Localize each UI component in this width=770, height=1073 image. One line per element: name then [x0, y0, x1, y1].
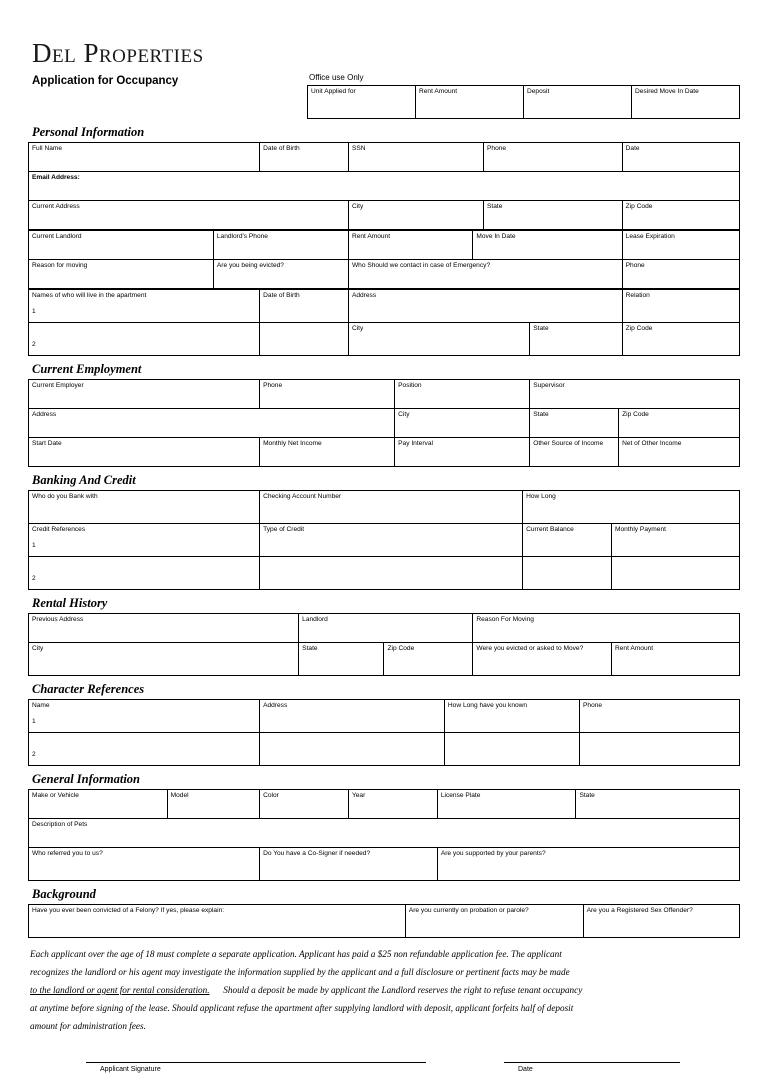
- field-reference-address-2[interactable]: [260, 733, 445, 766]
- table-row: [29, 380, 740, 409]
- field-checking-account-number[interactable]: Checking Account Number: [260, 491, 523, 524]
- table-row: [29, 409, 740, 438]
- office-use-label: Office use Only: [309, 73, 364, 82]
- field-position[interactable]: Position: [395, 380, 530, 409]
- legal-line-3: [30, 982, 738, 1000]
- table-row: [29, 819, 740, 848]
- field-monthly-payment[interactable]: Monthly Payment: [612, 524, 740, 557]
- office-use-table: [307, 85, 740, 119]
- table-row: [29, 491, 740, 524]
- field-previous-city[interactable]: City: [29, 643, 299, 676]
- table-row: [29, 143, 740, 172]
- applicant-signature-label: Applicant Signature: [100, 1065, 161, 1073]
- table-row: [308, 86, 740, 119]
- field-occupant-dob-1[interactable]: Date of Birth: [260, 290, 349, 323]
- field-state[interactable]: State: [484, 201, 623, 230]
- field-probation-or-parole[interactable]: Are you currently on probation or parole?: [405, 905, 583, 938]
- row-number-2: 2: [32, 751, 36, 758]
- table-row: [29, 557, 740, 590]
- field-how-long[interactable]: How Long: [523, 491, 740, 524]
- table-row: [29, 524, 740, 557]
- rental-history-table: [28, 613, 740, 676]
- field-occupant-zip-code[interactable]: Zip Code: [622, 323, 739, 356]
- field-current-balance[interactable]: Current Balance: [523, 524, 612, 557]
- field-reference-phone-2[interactable]: [580, 733, 740, 766]
- field-occupant-names-1[interactable]: [29, 290, 260, 323]
- field-license-plate[interactable]: License Plate: [437, 790, 576, 819]
- field-previous-landlord[interactable]: Landlord: [299, 614, 473, 643]
- field-other-source-of-income[interactable]: Other Source of Income: [530, 438, 619, 467]
- field-type-of-credit[interactable]: Type of Credit: [260, 524, 523, 557]
- table-row: [29, 905, 740, 938]
- field-previous-state[interactable]: State: [299, 643, 384, 676]
- table-row: [29, 614, 740, 643]
- legal-line-3-rest: Should a deposit be made by applicant the Landlord reserves the right to refuse tenant occupancy: [223, 984, 583, 995]
- character-references-table: [28, 699, 740, 766]
- field-previous-rent-amount[interactable]: Rent Amount: [612, 643, 740, 676]
- current-employment-table: [28, 379, 740, 467]
- legal-line-3-underlined: to the landlord or agent for rental consideration.: [30, 984, 210, 995]
- background-table: [28, 904, 740, 938]
- field-desired-move-in-date[interactable]: Desired Move In Date: [632, 86, 740, 119]
- table-row: [29, 733, 740, 766]
- date-line: [504, 1062, 680, 1063]
- field-occupant-city[interactable]: City: [348, 323, 529, 356]
- field-evicted-or-asked-to-move[interactable]: Were you evicted or asked to Move?: [473, 643, 612, 676]
- field-unit-applied-for[interactable]: Unit Applied for: [308, 86, 416, 119]
- field-reference-address-1[interactable]: Address: [260, 700, 445, 733]
- signature-line: [86, 1062, 426, 1063]
- table-row: [29, 323, 740, 356]
- date-signature-block[interactable]: [504, 1062, 680, 1073]
- field-vehicle-color[interactable]: Color: [260, 790, 349, 819]
- field-net-of-other-income[interactable]: Net of Other Income: [619, 438, 740, 467]
- field-current-balance-2[interactable]: [523, 557, 612, 590]
- table-row: [29, 172, 740, 201]
- field-deposit[interactable]: Deposit: [524, 86, 632, 119]
- field-reason-for-moving[interactable]: Reason for moving: [29, 260, 214, 289]
- field-city[interactable]: City: [348, 201, 483, 230]
- field-email-address[interactable]: Email Address:: [29, 172, 740, 201]
- field-current-employer[interactable]: Current Employer: [29, 380, 260, 409]
- field-are-you-being-evicted[interactable]: Are you being evicted?: [213, 260, 348, 289]
- field-reference-how-long-known-1[interactable]: How Long have you known: [444, 700, 579, 733]
- field-previous-zip-code[interactable]: Zip Code: [384, 643, 473, 676]
- field-who-referred-you[interactable]: Who referred you to us?: [29, 848, 260, 881]
- table-row: [29, 438, 740, 467]
- field-previous-address[interactable]: Previous Address: [29, 614, 299, 643]
- field-pay-interval[interactable]: Pay Interval: [395, 438, 530, 467]
- section-title-background: Background: [32, 887, 96, 901]
- field-occupant-relation[interactable]: Relation: [622, 290, 739, 323]
- field-reason-for-moving[interactable]: Reason For Moving: [473, 614, 740, 643]
- field-reference-how-long-known-2[interactable]: [444, 733, 579, 766]
- title-and-office-row: [28, 71, 740, 119]
- legal-disclaimer: [30, 946, 738, 1036]
- field-description-of-pets[interactable]: Description of Pets: [29, 819, 740, 848]
- field-phone[interactable]: Phone: [484, 143, 623, 172]
- table-row: [29, 700, 740, 733]
- field-occupant-address[interactable]: Address: [348, 290, 622, 323]
- field-rent-amount[interactable]: Rent Amount: [416, 86, 524, 119]
- table-row: [29, 790, 740, 819]
- table-row: [29, 290, 740, 323]
- field-vehicle-year[interactable]: Year: [348, 790, 437, 819]
- field-full-name[interactable]: Full Name: [29, 143, 260, 172]
- table-row: [29, 643, 740, 676]
- field-current-landlord[interactable]: Current Landlord: [29, 231, 214, 260]
- signature-row: [28, 1062, 740, 1073]
- field-date[interactable]: Date: [622, 143, 739, 172]
- field-emergency-contact[interactable]: Who Should we contact in case of Emergency?: [348, 260, 622, 289]
- applicant-signature-block[interactable]: [86, 1062, 426, 1073]
- field-landlords-phone[interactable]: Landlord's Phone: [213, 231, 348, 260]
- field-supervisor[interactable]: Supervisor: [530, 380, 740, 409]
- row-number-1: 1: [32, 717, 36, 725]
- row-number-1: 1: [32, 307, 36, 315]
- field-occupant-names-2[interactable]: [29, 323, 260, 356]
- field-employer-state[interactable]: State: [530, 409, 619, 438]
- personal-occupants-table: [28, 289, 740, 356]
- field-emergency-phone[interactable]: Phone: [622, 260, 739, 289]
- field-plate-state[interactable]: State: [576, 790, 740, 819]
- field-monthly-net-income[interactable]: Monthly Net Income: [260, 438, 395, 467]
- field-zip-code[interactable]: Zip Code: [622, 201, 739, 230]
- field-occupant-state[interactable]: State: [530, 323, 622, 356]
- field-rent-amount[interactable]: Rent Amount: [348, 231, 472, 260]
- field-employer-zip-code[interactable]: Zip Code: [619, 409, 740, 438]
- field-vehicle-model[interactable]: Model: [167, 790, 259, 819]
- field-reference-phone-1[interactable]: Phone: [580, 700, 740, 733]
- section-title-general-information: General Information: [32, 772, 141, 786]
- section-title-rental-history: Rental History: [32, 596, 108, 610]
- legal-line-4: at anytime before signing of the lease. Should applicant refuse the apartment after supplying landlord with deposit, applicant forfeits half of deposit: [30, 1002, 574, 1013]
- field-ssn[interactable]: SSN: [348, 143, 483, 172]
- field-reference-name-2[interactable]: [29, 733, 260, 766]
- field-monthly-payment-2[interactable]: [612, 557, 740, 590]
- personal-landlord-table: [28, 230, 740, 289]
- field-date-of-birth[interactable]: Date of Birth: [260, 143, 349, 172]
- banking-and-credit-table: [28, 490, 740, 590]
- office-use-block: [307, 71, 740, 119]
- field-employer-address[interactable]: Address: [29, 409, 395, 438]
- label-credit-references: Credit References: [32, 526, 86, 533]
- table-row: [29, 848, 740, 881]
- field-credit-references-2[interactable]: [29, 557, 260, 590]
- field-type-of-credit-2[interactable]: [260, 557, 523, 590]
- field-employer-city[interactable]: City: [395, 409, 530, 438]
- field-felony-conviction[interactable]: Have you ever been convicted of a Felony? If yes, please explain:: [29, 905, 406, 938]
- general-information-table: [28, 789, 740, 881]
- page-title: Application for Occupancy: [32, 75, 179, 87]
- field-occupant-dob-2[interactable]: [260, 323, 349, 356]
- section-title-banking-and-credit: Banking And Credit: [32, 473, 136, 487]
- section-title-personal-information: Personal Information: [32, 125, 145, 139]
- field-registered-sex-offender[interactable]: Are you a Registered Sex Offender?: [583, 905, 739, 938]
- row-number-2: 2: [32, 575, 36, 582]
- company-logo-title: Del Properties: [32, 38, 204, 68]
- table-row: [29, 201, 740, 230]
- personal-information-table: [28, 142, 740, 230]
- field-credit-references-1[interactable]: [29, 524, 260, 557]
- legal-line-1: Each applicant over the age of 18 must complete a separate application. Applicant has paid a $25 non refundable application fee. The applicant: [30, 949, 562, 959]
- field-current-address[interactable]: Current Address: [29, 201, 349, 230]
- field-lease-expiration[interactable]: Lease Expiration: [622, 231, 739, 260]
- field-employer-phone[interactable]: Phone: [260, 380, 395, 409]
- table-row: [29, 231, 740, 260]
- label-occupant-names: Names of who will live in the apartment: [32, 292, 147, 299]
- label-reference-name: Name: [32, 702, 50, 709]
- section-title-character-references: Character References: [32, 682, 145, 696]
- field-bank-name[interactable]: Who do you Bank with: [29, 491, 260, 524]
- legal-line-5: amount for administration fees.: [30, 1020, 146, 1031]
- field-co-signer[interactable]: Do You have a Co-Signer if needed?: [260, 848, 438, 881]
- field-vehicle-make[interactable]: Make or Vehicle: [29, 790, 168, 819]
- field-supported-by-parents[interactable]: Are you supported by your parents?: [437, 848, 739, 881]
- legal-line-2: recognizes the landlord or his agent may investigate the information supplied by the applicant and a full disclosure or pertinent facts may be made: [30, 966, 570, 977]
- section-title-current-employment: Current Employment: [32, 362, 142, 376]
- row-number-1: 1: [32, 541, 36, 549]
- table-row: [29, 260, 740, 289]
- date-label: Date: [518, 1065, 533, 1073]
- field-start-date[interactable]: Start Date: [29, 438, 260, 467]
- field-reference-name-1[interactable]: [29, 700, 260, 733]
- row-number-2: 2: [32, 341, 36, 348]
- field-move-in-date[interactable]: Move In Date: [473, 231, 622, 260]
